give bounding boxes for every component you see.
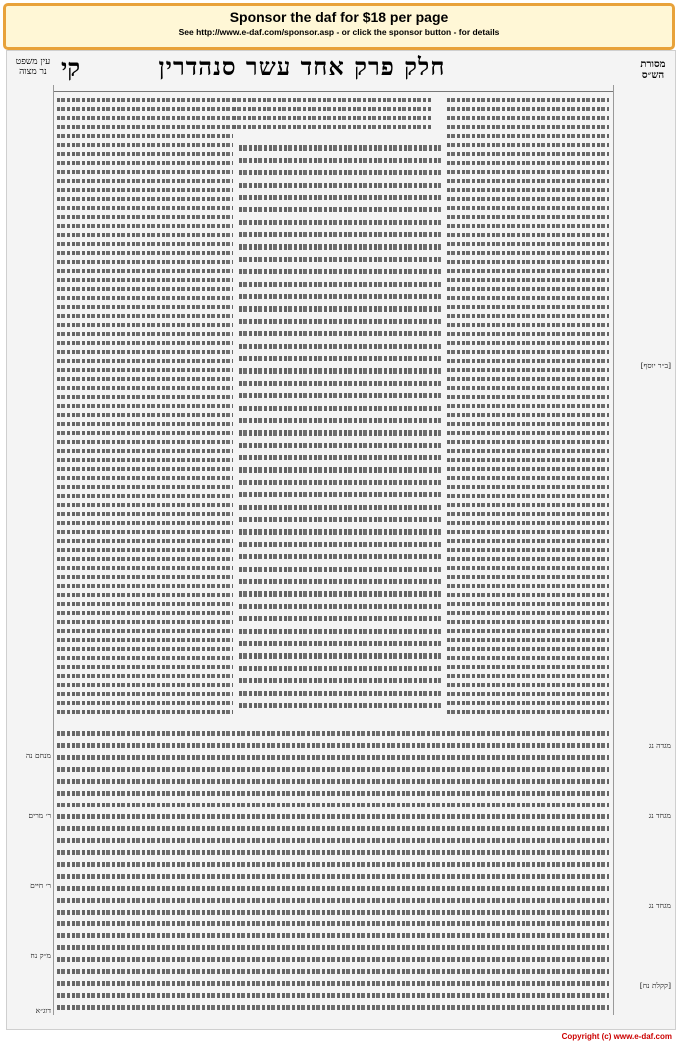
text-line: [57, 437, 233, 446]
text-line: [57, 689, 233, 698]
text-line: [447, 599, 609, 608]
text-line: [57, 311, 233, 320]
text-line: [239, 661, 441, 673]
right-margin-note-4: מגחד נג: [648, 901, 671, 910]
text-line: [239, 513, 441, 525]
text-line: [447, 455, 609, 464]
text-line: [57, 455, 233, 464]
copyright-notice[interactable]: Copyright (c) www.e-daf.com: [561, 1032, 672, 1041]
text-line: [57, 212, 233, 221]
text-line: [447, 698, 609, 707]
text-line: [447, 221, 609, 230]
text-line: [233, 104, 431, 113]
text-line: [447, 707, 609, 716]
masoret-hashas-label: מסורת הש״ס: [640, 59, 666, 81]
text-line: [57, 302, 233, 311]
text-line: [447, 671, 609, 680]
text-line: [447, 320, 609, 329]
text-line: [57, 383, 233, 392]
text-line: [57, 763, 609, 775]
text-line: [447, 230, 609, 239]
text-line: [447, 644, 609, 653]
text-line: [447, 473, 609, 482]
text-line: [57, 563, 233, 572]
text-line: [447, 383, 609, 392]
text-line: [239, 153, 441, 165]
text-line: [447, 122, 609, 131]
text-line: [57, 518, 233, 527]
text-line: [57, 751, 609, 763]
text-line: [57, 617, 233, 626]
text-line: [447, 482, 609, 491]
text-line: [57, 176, 233, 185]
header-rule: [53, 91, 613, 92]
text-line: [239, 352, 441, 364]
text-line: [57, 419, 233, 428]
text-line: [239, 612, 441, 624]
text-line: [57, 329, 233, 338]
text-line: [57, 203, 233, 212]
text-line: [57, 905, 609, 917]
text-line: [239, 277, 441, 289]
text-line: [447, 185, 609, 194]
text-line: [447, 608, 609, 617]
page-number: קי: [61, 53, 81, 82]
text-line: [239, 191, 441, 203]
text-line: [239, 253, 441, 265]
text-line: [447, 518, 609, 527]
text-line: [447, 293, 609, 302]
text-line: [447, 113, 609, 122]
text-line: [57, 491, 233, 500]
text-line: [57, 834, 609, 846]
text-line: [57, 671, 233, 680]
text-line: [447, 203, 609, 212]
text-line: [239, 215, 441, 227]
text-line: [57, 626, 233, 635]
text-line: [57, 113, 233, 122]
text-line: [447, 374, 609, 383]
text-line: [447, 626, 609, 635]
text-line: [57, 266, 233, 275]
text-line: [447, 572, 609, 581]
left-margin-note-5: דוג״א: [35, 1006, 51, 1015]
left-margin-rule: [53, 85, 54, 1015]
text-line: [447, 140, 609, 149]
rashi-column: [447, 95, 609, 721]
text-line: [57, 965, 609, 977]
text-line: [57, 775, 609, 787]
text-line: [57, 680, 233, 689]
text-line: [57, 185, 233, 194]
text-line: [57, 554, 233, 563]
text-line: [239, 686, 441, 698]
text-line: [239, 376, 441, 388]
text-line: [239, 314, 441, 326]
right-margin-rule: [613, 85, 614, 1015]
text-line: [57, 882, 609, 894]
text-line: [239, 240, 441, 252]
text-line: [447, 536, 609, 545]
text-line: [57, 167, 233, 176]
text-line: [57, 698, 233, 707]
text-line: [57, 392, 233, 401]
text-line: [239, 637, 441, 649]
text-line: [57, 482, 233, 491]
text-line: [57, 707, 233, 716]
text-line: [239, 562, 441, 574]
text-line: [447, 491, 609, 500]
text-line: [239, 178, 441, 190]
left-margin-note-2: ר׳ מרים: [28, 811, 51, 820]
text-line: [57, 536, 233, 545]
text-line: [239, 327, 441, 339]
text-line: [57, 739, 609, 751]
text-line: [447, 275, 609, 284]
text-line: [447, 257, 609, 266]
text-line: [57, 662, 233, 671]
text-line: [57, 798, 609, 810]
text-line: [447, 446, 609, 455]
text-line: [447, 464, 609, 473]
text-line: [447, 311, 609, 320]
rashi-top-left: [233, 95, 431, 135]
text-line: [57, 284, 233, 293]
text-line: [57, 989, 609, 1001]
text-line: [447, 284, 609, 293]
text-line: [57, 158, 233, 167]
text-line: [239, 438, 441, 450]
text-line: [57, 941, 609, 953]
text-line: [239, 624, 441, 636]
text-line: [57, 599, 233, 608]
text-line: [57, 275, 233, 284]
text-line: [239, 463, 441, 475]
text-line: [57, 149, 233, 158]
text-line: [57, 917, 609, 929]
text-line: [447, 554, 609, 563]
text-line: [57, 1000, 609, 1012]
text-line: [57, 727, 609, 739]
text-line: [447, 635, 609, 644]
text-line: [239, 290, 441, 302]
text-line: [239, 339, 441, 351]
sponsor-subtitle[interactable]: See http://www.e-daf.com/sponsor.asp - or click the sponsor button - for details: [178, 27, 500, 37]
text-line: [447, 437, 609, 446]
text-line: [57, 464, 233, 473]
page-header: חלק פרק אחד עשר סנהדרין: [158, 52, 446, 81]
text-line: [447, 239, 609, 248]
text-line: [233, 113, 431, 122]
left-margin-note-4: מ״ק נח: [30, 951, 51, 960]
text-line: [57, 822, 609, 834]
text-line: [57, 365, 233, 374]
text-line: [239, 141, 441, 153]
text-line: [239, 525, 441, 537]
text-line: [447, 509, 609, 518]
text-line: [239, 364, 441, 376]
text-line: [447, 302, 609, 311]
text-line: [447, 428, 609, 437]
text-line: [57, 893, 609, 905]
text-line: [447, 347, 609, 356]
text-line: [447, 104, 609, 113]
text-line: [239, 401, 441, 413]
text-line: [57, 509, 233, 518]
text-line: [57, 500, 233, 509]
text-line: [239, 203, 441, 215]
text-line: [57, 356, 233, 365]
text-line: [57, 122, 233, 131]
text-line: [447, 329, 609, 338]
text-line: [447, 248, 609, 257]
text-line: [447, 194, 609, 203]
text-line: [57, 929, 609, 941]
text-line: [57, 635, 233, 644]
text-line: [57, 590, 233, 599]
sponsor-title: Sponsor the daf for $18 per page: [229, 9, 449, 25]
text-line: [57, 338, 233, 347]
text-line: [239, 451, 441, 463]
text-line: [233, 122, 431, 131]
text-line: [239, 649, 441, 661]
text-line: [57, 527, 233, 536]
text-line: [57, 140, 233, 149]
text-line: [239, 389, 441, 401]
text-line: [233, 95, 431, 104]
text-line: [447, 527, 609, 536]
text-line: [447, 590, 609, 599]
text-line: [447, 95, 609, 104]
text-line: [57, 95, 233, 104]
text-line: [447, 653, 609, 662]
text-line: [57, 572, 233, 581]
text-line: [239, 265, 441, 277]
right-margin-note-5: [קקלת נח]: [639, 981, 671, 990]
text-line: [239, 599, 441, 611]
text-line: [57, 410, 233, 419]
text-line: [447, 581, 609, 590]
right-margin-note-2: מגדה נג: [648, 741, 671, 750]
left-margin-note-3: ר׳ חיים: [30, 881, 51, 890]
text-line: [447, 401, 609, 410]
gemara-text: [239, 141, 441, 721]
text-line: [57, 608, 233, 617]
text-line: [447, 365, 609, 374]
text-line: [57, 953, 609, 965]
text-line: [447, 356, 609, 365]
text-line: [57, 977, 609, 989]
text-line: [447, 266, 609, 275]
text-line: [57, 320, 233, 329]
text-line: [57, 239, 233, 248]
text-line: [239, 674, 441, 686]
text-line: [239, 575, 441, 587]
text-line: [239, 414, 441, 426]
text-line: [239, 426, 441, 438]
text-line: [239, 228, 441, 240]
text-line: [447, 149, 609, 158]
text-line: [447, 158, 609, 167]
text-line: [57, 446, 233, 455]
text-line: [57, 293, 233, 302]
text-line: [57, 653, 233, 662]
text-line: [447, 212, 609, 221]
text-line: [239, 550, 441, 562]
text-line: [447, 392, 609, 401]
text-line: [57, 846, 609, 858]
text-line: [57, 401, 233, 410]
text-line: [57, 473, 233, 482]
text-line: [57, 257, 233, 266]
text-line: [447, 410, 609, 419]
text-line: [447, 563, 609, 572]
text-line: [447, 176, 609, 185]
talmud-page: [6, 50, 676, 1030]
text-line: [239, 538, 441, 550]
text-line: [239, 302, 441, 314]
text-line: [57, 230, 233, 239]
text-line: [57, 428, 233, 437]
text-line: [239, 500, 441, 512]
text-line: [239, 166, 441, 178]
text-line: [447, 131, 609, 140]
text-line: [57, 858, 609, 870]
ein-mishpat-label: עין משפט נר מצוה: [15, 57, 51, 77]
text-line: [57, 104, 233, 113]
text-line: [447, 167, 609, 176]
right-margin-note-1: [ב״ר יוסף]: [640, 361, 671, 370]
text-line: [57, 870, 609, 882]
text-line: [447, 680, 609, 689]
text-line: [447, 662, 609, 671]
text-line: [239, 488, 441, 500]
text-line: [447, 338, 609, 347]
text-line: [57, 131, 233, 140]
text-line: [447, 500, 609, 509]
text-line: [447, 545, 609, 554]
text-line: [57, 221, 233, 230]
sponsor-banner[interactable]: [3, 3, 675, 50]
text-line: [447, 617, 609, 626]
text-line: [239, 476, 441, 488]
text-line: [57, 194, 233, 203]
text-line: [447, 419, 609, 428]
text-line: [57, 374, 233, 383]
text-line: [57, 810, 609, 822]
right-margin-note-3: מגחד נג: [648, 811, 671, 820]
gemara-lower-text: [57, 727, 609, 1017]
text-line: [57, 347, 233, 356]
text-line: [57, 248, 233, 257]
left-margin-note-1: מנחם נה: [25, 751, 51, 760]
tosafot-column: [57, 95, 233, 721]
text-line: [57, 786, 609, 798]
text-line: [57, 545, 233, 554]
text-line: [57, 581, 233, 590]
text-line: [239, 699, 441, 711]
text-line: [447, 689, 609, 698]
text-line: [57, 644, 233, 653]
text-line: [239, 587, 441, 599]
